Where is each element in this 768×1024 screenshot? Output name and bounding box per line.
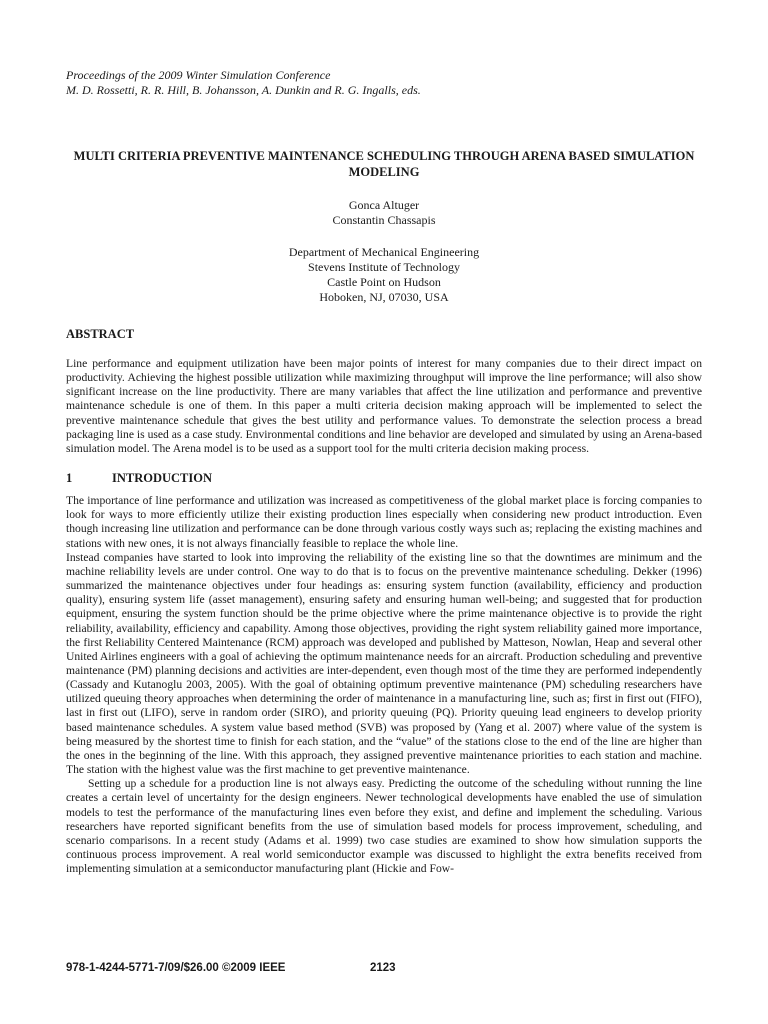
paper-title: MULTI CRITERIA PREVENTIVE MAINTENANCE SCHEDULING THROUGH ARENA BASED SIMULATION MODELING bbox=[73, 149, 695, 179]
introduction-body bbox=[66, 494, 702, 876]
affiliation-line: Department of Mechanical Engineering bbox=[288, 245, 480, 259]
abstract-heading: ABSTRACT bbox=[66, 327, 135, 341]
body-paragraph: The importance of line performance and utilization was increased as competitiveness of the global market place is forcing companies to look for ways to more efficiently utilize their existing production lines especially when considering new product introduction. Even though increasing line utilization and performance can be done through various costly ways such as; replacing the existing machines and stations with new ones, it is not always financially feasible to replace the whole line. bbox=[66, 494, 702, 550]
affiliation-line: Castle Point on Hudson bbox=[327, 275, 441, 289]
author-name: Constantin Chassapis bbox=[332, 213, 436, 227]
proceedings-header bbox=[66, 68, 702, 98]
introduction-heading bbox=[66, 470, 702, 486]
author-name: Gonca Altuger bbox=[348, 198, 420, 212]
body-paragraph: Instead companies have started to look into improving the reliability of the existing line so that the downtimes are minimum and the machine reliability levels are under control. One way to do that is to focus on the preventive maintenance scheduling. Dekker (1996) summarized the maintenance objectives under four headings as: ensuring system function (availability, efficiency and production quality), ensuring system life (asset management), ensuring safety and ensuring human well-being; and suggested that for production equipment, ensuring the system function should be the prime objective where the prime maintenance objective is to provide the right reliability, availability, efficiency and capability. Among those objectives, providing the right system reliability gained more importance, the first Reliability Centered Maintenance (RCM) approach was developed and published by Matteson, Nowlan, Heap and several other United Airlines engineers with a goal of achieving the optimum maintenance needs for an aircraft. Production scheduling and preventive maintenance (PM) planning decisions and activities are inter-dependent, even though most of the time they are performed independently (Cassady and Kutanoglu 2003, 2005). With the goal of obtaining optimum preventive maintenance (PM) scheduling researchers have utilized queuing theory approaches when determining the order of maintenance in a manufacturing line, such as; first in first out (FIFO), last in first out (LIFO), serve in random order (SIRO), and priority queuing (PQ). Priority queuing lead engineers to develop priority based maintenance schedules. A system value based method (SVB) was proposed by (Yang et al. 2007) where value of the system is being measured by the shortest time to finish for each station, and the “value” of the stations close to the end of the line are higher than the ones in the beginning of the line. With this approach, they assigned preventive maintenance priorities to each station and machine. The station with the highest value was the first machine to get preventive maintenance. bbox=[66, 550, 702, 777]
page-footer bbox=[66, 962, 702, 974]
affiliation-line: Hoboken, NJ, 07030, USA bbox=[319, 290, 449, 304]
abstract-text: Line performance and equipment utilization have been major points of interest for many companies due to their direct impact on productivity. Achieving the highest possible utilization while maximizing throughput will improve the line performance; will also show significant increase on the line productivity. There are many variables that affect the line utilization and performance and preventive maintenance schedule is one of them. In this paper a multi criteria decision making approach will be implemented to select the preventive maintenance schedule that gives the best utility and performance values. To demonstrate the selection process a bread packaging line is used as a case study. Environmental conditions and line behavior are developed and simulated by using an Arena-based simulation model. The Arena model is to be used as a support tool for the multi criteria decision making process. bbox=[66, 357, 702, 455]
section-number: 1 bbox=[66, 471, 73, 486]
proceedings-title: Proceedings of the 2009 Winter Simulation Conference bbox=[66, 68, 331, 82]
proceedings-editors: M. D. Rossetti, R. R. Hill, B. Johansson, A. Dunkin and R. G. Ingalls, eds. bbox=[66, 83, 421, 97]
author-list bbox=[66, 198, 702, 228]
page-number: 2123 bbox=[370, 962, 396, 974]
body-paragraph: Setting up a schedule for a production line is not always easy. Predicting the outcome of the scheduling without running the line creates a certain level of uncertainty for the design engineers. Newer technological developments have enabled the use of simulation models to test the performance of the manufacturing lines even before they exist, and define and implement the scheduling. Various researchers have reported significant benefits from the use of simulation based models for process improvement, scheduling, and scenario comparisons. In a recent study (Adams et al. 1999) two case studies are examined to show how simulation supports the continuous process improvement. A real world semiconductor example was discussed to highlight the extra benefits received from implementing simulation at a semiconductor manufacturing plant (Hickie and Fow- bbox=[66, 777, 702, 876]
isbn-copyright: 978-1-4244-5771-7/09/$26.00 ©2009 IEEE bbox=[66, 962, 286, 974]
section-title: INTRODUCTION bbox=[112, 471, 213, 486]
affiliation-line: Stevens Institute of Technology bbox=[308, 260, 460, 274]
author-affiliation bbox=[66, 245, 702, 305]
